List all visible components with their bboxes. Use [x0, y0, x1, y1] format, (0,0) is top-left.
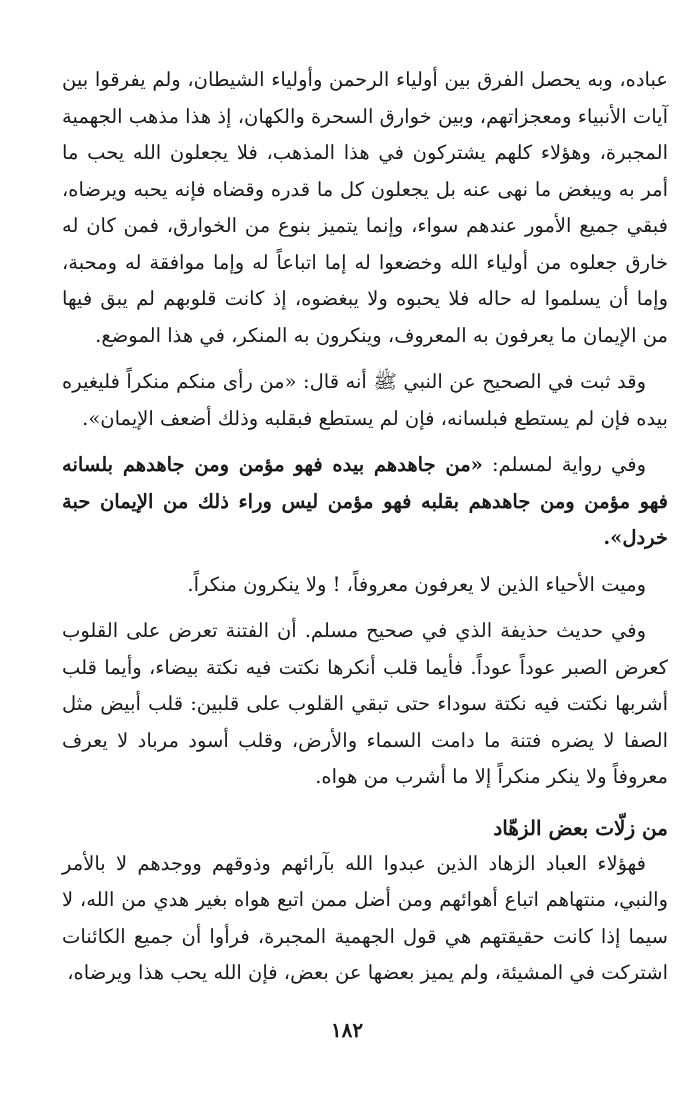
paragraph-1: عباده، وبه يحصل الفرق بين أولياء الرحمن وأولياء الشيطان، ولم يفرقوا بين آيات الأنبياء ومعجزاتهم، وبين خوارق السحرة والكهان، إذ هذا مذهب الجهمية المجبرة، وهؤلاء كلهم يشتركون في هذا المذهب، فلا يجعلون الله يحب ما أمر به ويبغض ما نهى عنه بل يجعلون كل ما قدره وقضاه فإنه يحبه ويرضاه، فبقي جميع الأمور عندهم سواء، وإنما يتميز بنوع من الخوارق، فمن كان له خارق جعلوه من أولياء الله وخضعوا له إما اتباعاً له وإما موافقة له ومحبة، وإما أن يسلموا له حاله فلا يحبوه ولا يبغضوه، إذ كانت قلوبهم لم يبق فيها من الإيمان ما يعرفون به المعروف، وينكرون به المنكر، في هذا الموضع.	[62, 68, 668, 347]
paragraph-ascetics: فهؤلاء العباد الزهاد الذين عبدوا الله بآرائهم وذوقهم ووجدهم لا بالأمر والنبي، منتهاهم اتباع أهوائهم ومن أضل ممن اتبع هواه بغير هدي من الله، لا سيما إذا كانت حقيقتهم هي قول الجهمية المجبرة، فرأوا أن جميع الكائنات اشتركت في المشيئة، ولم يميز بعضها عن بعض، فإن الله يحب هذا ويرضاه،	[62, 851, 668, 984]
narration-intro: وفي رواية لمسلم:	[482, 453, 646, 476]
page-number: ١٨٢	[330, 1018, 364, 1042]
paragraph-hudhayfa: وفي حديث حذيفة الذي في صحيح مسلم. أن الفتنة تعرض على القلوب كعرض الصبر عوداً عوداً. فأيما قلب أنكرها نكتت فيه نكتة بيضاء، وأيما قلب أشربها نكتت فيه نكتة سوداء حتى تبقي القلوب على قلبين: قلب أبيض مثل الصفا لا يضره فتنة ما دامت السماء والأرض، وقلب أسود مرباد لا يعرف معروفاً ولا ينكر منكراً إلا ما أشرب من هواه.	[62, 619, 668, 788]
paragraph-muslim-narration	[62, 447, 668, 557]
narration-quote: «من جاهدهم بيده فهو مؤمن ومن جاهدهم بلسانه فهو مؤمن ومن جاهدهم بقلبه فهو مؤمن ليس وراء ذلك من الإيمان حبة خردل».	[62, 453, 668, 549]
paragraph-dead-living: وميت الأحياء الذين لا يعرفون معروفاً، ! ولا ينكرون منكراً.	[187, 572, 646, 596]
document-page	[62, 62, 668, 992]
section-heading: من زلّات بعض الزهّاد	[493, 815, 668, 840]
paragraph-hadith-sahih: وقد ثبت في الصحيح عن النبي ﷺ أنه قال: «من رأى منكم منكراً فليغيره بيده فإن لم يستطع فبلسانه، فإن لم يستطع فبقلبه وذلك أضعف الإيمان».	[62, 370, 668, 430]
